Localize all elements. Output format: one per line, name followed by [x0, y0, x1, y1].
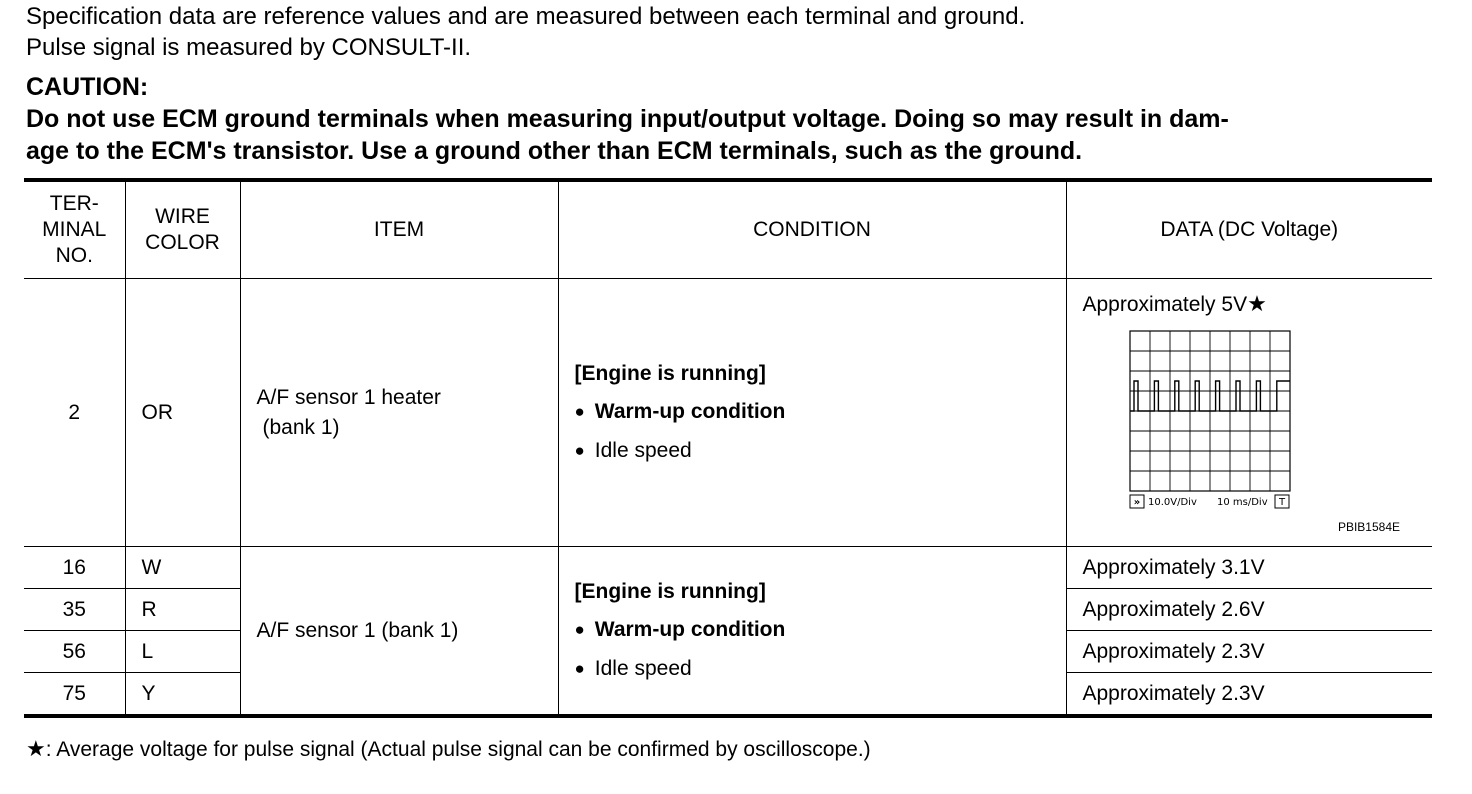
data-cell: Approximately 2.6V	[1066, 589, 1432, 631]
condition-heading: [Engine is running]	[574, 579, 766, 603]
header-terminal-no	[24, 180, 125, 279]
star-icon: ★	[1247, 291, 1267, 316]
data-cell: Approximately 3.1V	[1066, 547, 1432, 589]
item-line-1: A/F sensor 1 heater	[256, 385, 441, 409]
header-condition: CONDITION	[558, 180, 1066, 279]
figure-code: PBIB1584E	[1337, 520, 1400, 534]
terminal-cell: 16	[24, 547, 125, 589]
condition-bullet-idle: ● Idle speed	[575, 432, 1066, 471]
intro-line-1: Specification data are reference values and are measured between each terminal and ground.	[26, 3, 1026, 30]
table-row	[24, 547, 1432, 589]
wire-color-cell: Y	[125, 673, 240, 717]
footnote	[26, 736, 871, 762]
data-text: Approximately 5V	[1082, 293, 1248, 316]
table-row	[24, 279, 1432, 547]
data-value	[1083, 291, 1267, 317]
footnote-star-icon: ★	[26, 736, 46, 761]
wire-color-cell: OR	[125, 279, 240, 547]
item-line-2: (bank 1)	[262, 415, 340, 439]
terminal-cell: 2	[24, 279, 125, 547]
oscilloscope-graph	[1129, 329, 1293, 513]
header-data: DATA (DC Voltage)	[1066, 180, 1432, 279]
header-wire-line2: COLOR	[145, 231, 220, 254]
condition-bullet-warmup: ● Warm-up condition	[575, 611, 1066, 650]
header-terminal-line3: NO.	[55, 244, 93, 267]
header-terminal-line1: TER-	[49, 192, 99, 215]
condition-bullet-idle: ● Idle speed	[575, 650, 1066, 689]
wire-color-cell: W	[125, 547, 240, 589]
footnote-text: : Average voltage for pulse signal (Actual pulse signal can be confirmed by oscilloscope.)	[45, 738, 871, 761]
condition-cell	[558, 279, 1066, 547]
data-cell	[1066, 279, 1432, 547]
scope-trigger-icon: T	[1278, 497, 1285, 508]
terminal-cell: 56	[24, 631, 125, 673]
scope-volts-div: 10.0V/Div	[1147, 497, 1197, 508]
header-wire-color	[125, 180, 240, 279]
item-cell-merged: A/F sensor 1 (bank 1)	[240, 547, 558, 717]
condition-bullet-warmup: ● Warm-up condition	[575, 393, 1066, 432]
scope-time-div: 10 ms/Div	[1216, 497, 1268, 508]
terminal-cell: 35	[24, 589, 125, 631]
data-cell: Approximately 2.3V	[1066, 631, 1432, 673]
terminal-cell: 75	[24, 673, 125, 717]
wire-color-cell: L	[125, 631, 240, 673]
condition-heading: [Engine is running]	[574, 361, 766, 385]
caution-line-1: Do not use ECM ground terminals when measuring input/output voltage. Doing so may result in dam-	[26, 105, 1229, 133]
caution-line-2: age to the ECM's transistor. Use a ground other than ECM terminals, such as the ground.	[26, 137, 1083, 165]
header-terminal-line2: MINAL	[42, 218, 107, 241]
item-cell	[240, 279, 558, 547]
intro-line-2: Pulse signal is measured by CONSULT-II.	[26, 34, 472, 61]
header-wire-line1: WIRE	[155, 205, 210, 228]
table-header-row	[24, 180, 1432, 279]
caution-heading: CAUTION:	[26, 73, 149, 101]
condition-cell-merged	[558, 547, 1066, 717]
wire-color-cell: R	[125, 589, 240, 631]
scope-left-icon: »	[1133, 497, 1140, 508]
header-item: ITEM	[240, 180, 558, 279]
data-cell: Approximately 2.3V	[1066, 673, 1432, 717]
terminal-spec-table	[24, 178, 1432, 718]
